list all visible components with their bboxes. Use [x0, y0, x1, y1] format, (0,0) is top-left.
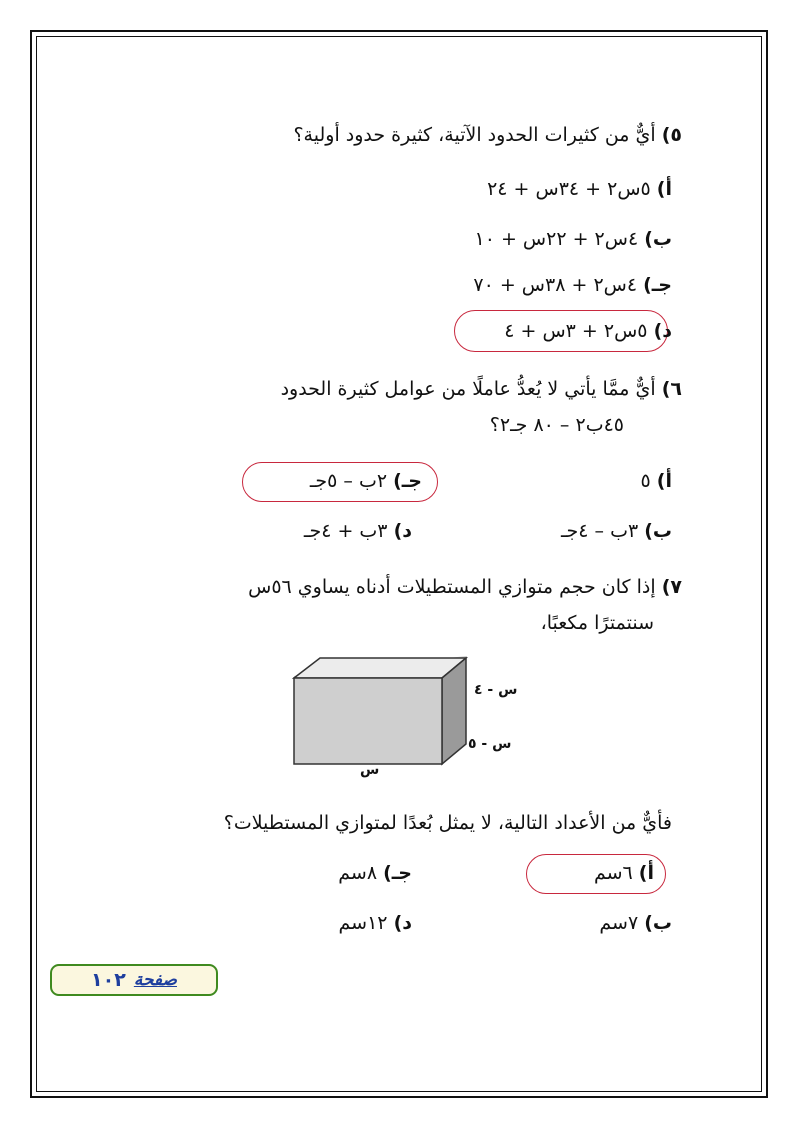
option-label: أ): [656, 178, 672, 200]
option-label: د): [653, 320, 672, 342]
question-5-text: أيٌّ من كثيرات الحدود الآتية، كثيرة حدود أولية؟: [293, 124, 656, 146]
option-label: ب): [644, 912, 672, 934]
page-number-badge: [50, 964, 218, 996]
question-7: [248, 576, 682, 598]
question-6: [281, 378, 682, 400]
option-expression: ٣ب + ٤جـ: [303, 520, 388, 542]
q6-option-d[interactable]: [304, 520, 412, 542]
option-label: أ): [638, 862, 654, 884]
rectangular-prism-figure: [284, 650, 524, 780]
prism-top-face: [294, 658, 466, 678]
question-6-text-line2: ٤٥ب٢ – ٨٠ جـ٢؟: [489, 414, 624, 436]
option-expression: ٤س٢ + ٣٨س + ٧٠: [473, 274, 638, 296]
option-expression: ٧سم: [599, 912, 639, 934]
option-expression: ٢ب – ٥جـ: [309, 470, 388, 492]
option-label: ب): [644, 520, 672, 542]
option-label: جـ): [383, 862, 412, 884]
question-7-text-line2: سنتمترًا مكعبًا،: [540, 612, 654, 634]
option-label: جـ): [393, 470, 422, 492]
page-number: ١٠٢: [91, 969, 126, 991]
q5-option-a[interactable]: [487, 178, 672, 200]
q6-option-b[interactable]: [561, 520, 672, 542]
question-7-number: ٧): [661, 576, 682, 598]
option-expression: ٣ب – ٤جـ: [560, 520, 639, 542]
q5-option-d[interactable]: [504, 320, 672, 342]
option-expression: ٥س٢ + ٣٤س + ٢٤: [487, 178, 651, 200]
q5-option-c[interactable]: [473, 274, 672, 296]
prism-depth-label: س - ٥: [468, 736, 512, 752]
option-expression: ٦سم: [593, 862, 633, 884]
question-6-text-line1: أيٌّ ممَّا يأتي لا يُعدُّ عاملًا من عوامل كثيرة الحدود: [280, 378, 656, 400]
question-7-follow-up: فأيٌّ من الأعداد التالية، لا يمثل بُعدًا لمتوازي المستطيلات؟: [223, 812, 672, 834]
option-label: جـ): [643, 274, 672, 296]
q6-option-c[interactable]: [310, 470, 422, 492]
option-expression: ٤س٢ + ٢٢س + ١٠: [474, 228, 639, 250]
q5-option-b[interactable]: [474, 228, 672, 250]
option-expression: ٥س٢ + ٣س + ٤: [504, 320, 648, 342]
prism-height-label: س - ٤: [474, 682, 518, 698]
q7-option-a[interactable]: [594, 862, 654, 884]
option-label: أ): [656, 470, 672, 492]
option-label: د): [393, 912, 412, 934]
question-7-text-line1: إذا كان حجم متوازي المستطيلات أدناه يساوي ٥٦س: [248, 576, 656, 598]
question-6-number: ٦): [661, 378, 682, 400]
option-label: د): [393, 520, 412, 542]
prism-width-label: س: [360, 762, 380, 778]
option-expression: ١٢سم: [338, 912, 388, 934]
question-5-number: ٥): [661, 124, 682, 146]
q7-option-d[interactable]: [339, 912, 412, 934]
option-expression: ٨سم: [338, 862, 378, 884]
option-label: ب): [644, 228, 672, 250]
option-expression: ٥: [640, 470, 651, 492]
question-5: [293, 124, 682, 146]
page-word: صفحة: [133, 970, 177, 990]
q7-option-c[interactable]: [338, 862, 412, 884]
q7-option-b[interactable]: [599, 912, 672, 934]
prism-front-rect: [294, 678, 442, 764]
q6-option-a[interactable]: [641, 470, 672, 492]
